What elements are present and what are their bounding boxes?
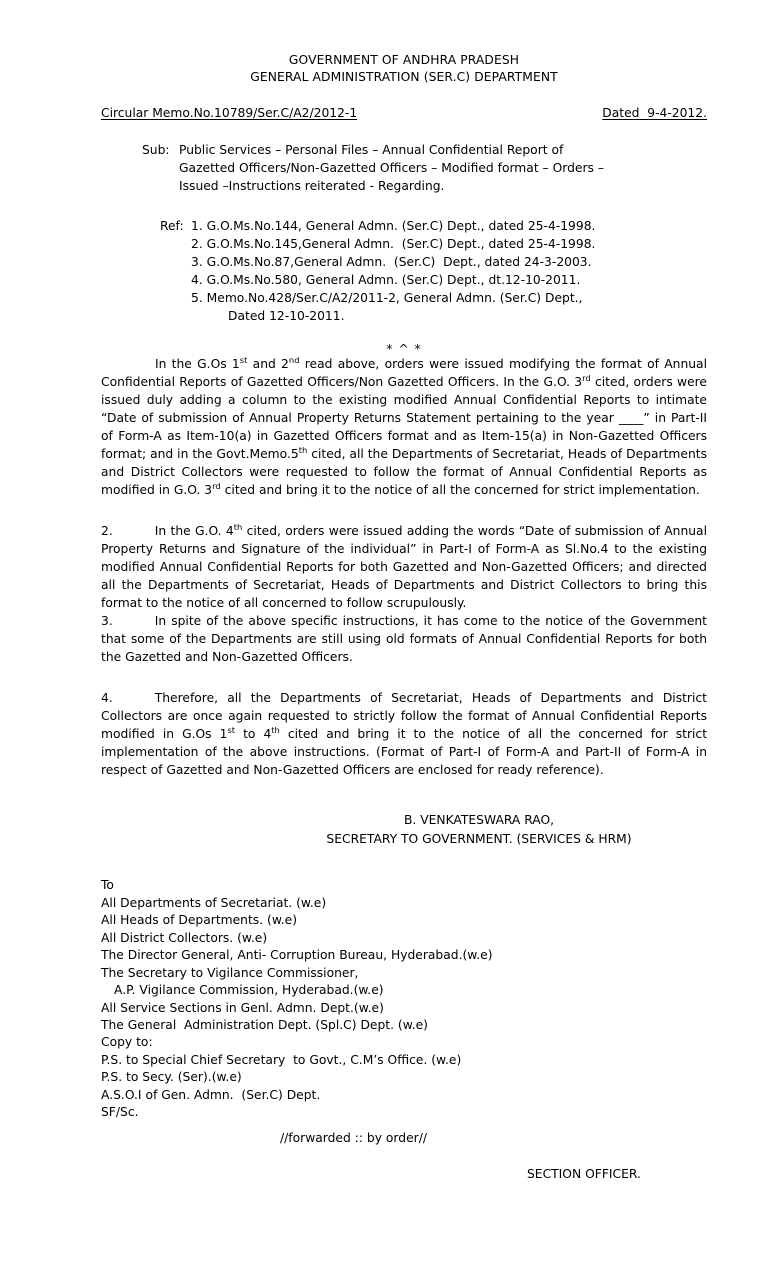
- paragraph-2: [101, 523, 707, 613]
- signatory-designation: SECRETARY TO GOVERNMENT. (SERVICES & HRM): [326, 831, 632, 846]
- reference-item: 1. G.O.Ms.No.144, General Admn. (Ser.C) Dept., dated 25-4-1998.: [191, 219, 596, 234]
- reference-block: [101, 217, 707, 325]
- paragraph-4-sup-2: th: [271, 724, 280, 735]
- paragraph-4-sup-1: st: [227, 724, 236, 735]
- paragraph-2-number: 2.: [101, 524, 113, 539]
- distribution-list: [101, 877, 707, 1121]
- paragraph-1-seg-4: cited, orders were issued duly adding a column to the existing modified Annual Confidential Reports to intimate “Date of submission of Annual Property Returns Statement pertaining to the year ____” in Part-II of Form-A as Item-10(a) in Gazetted Officers format and as Item-15(a) in Non-Gazetted Officers format; and in the Govt.Memo.5: [101, 375, 707, 462]
- distribution-to-label: To: [101, 878, 114, 893]
- distribution-item: All Heads of Departments. (w.e): [101, 913, 298, 928]
- memo-header-row: [101, 106, 707, 120]
- paragraph-2-sup-1: th: [233, 522, 243, 532]
- distribution-item: P.S. to Special Chief Secretary to Govt., C.M’s Office. (w.e): [101, 1052, 462, 1067]
- paragraph-1-sup-1: st: [239, 355, 248, 366]
- document-header: [101, 52, 707, 87]
- memo-number: Circular Memo.No.10789/Ser.C/A2/2012-1: [101, 105, 358, 120]
- distribution-item: All Service Sections in Genl. Admn. Dept.(w.e): [101, 1000, 384, 1015]
- paragraph-1: [101, 356, 707, 500]
- department-title: GENERAL ADMINISTRATION (SER.C) DEPARTMENT: [250, 70, 558, 85]
- paragraph-3-number: 3.: [101, 613, 113, 628]
- spacer: [101, 667, 707, 690]
- reference-list: [191, 217, 707, 325]
- government-title: GOVERNMENT OF ANDHRA PRADESH: [288, 53, 520, 67]
- paragraph-4-seg-3: cited and bring it to the notice of all the concerned for strict implementation of the above instructions. (Format of Part-I of Form-A and Part-II of Form-A in respect of Gazetted and Non-Gazetted Officers are enclosed for ready reference).: [101, 726, 708, 777]
- paragraph-2-seg-2: cited, orders were issued adding the words “Date of submission of Annual Property Returns and Signature of the individual” in Part-I of Form-A as Sl.No.4 to the existing modified Annual Confidential Reports for both Gazetted and Non-Gazetted Officers; and directed all the Departments of Secretariat, Heads of Departments and District Collectors to bring this format to the notice of all concerned to follow scrupulously.: [101, 524, 707, 610]
- paragraph-3-text: In spite of the above specific instructions, it has come to the notice of the Government that some of the Departments are still using old formats of Annual Confidential Reports for both the Gazetted and Non-Gazetted Officers.: [101, 613, 707, 664]
- reference-item: 5. Memo.No.428/Ser.C/A2/2011-2, General Admn. (Ser.C) Dept.,: [191, 291, 583, 306]
- paragraph-4-seg-2: to 4: [235, 726, 272, 741]
- subject-line-1: Public Services – Personal Files – Annual Confidential Report of: [179, 142, 564, 157]
- subject-line-3: Issued –Instructions reiterated - Regarding.: [179, 179, 445, 194]
- paragraph-3: [101, 613, 707, 667]
- distribution-item-continuation: A.P. Vigilance Commission, Hyderabad.(w.e): [114, 983, 384, 998]
- signatory-name: B. VENKATESWARA RAO,: [403, 813, 555, 828]
- distribution-item: The Secretary to Vigilance Commissioner,: [101, 965, 359, 980]
- paragraph-1-seg-3: read above, orders were issued modifying the format of Annual Confidential Reports of Gazetted Officers/Non Gazetted Officers. In the G.O. 3: [101, 357, 707, 390]
- spacer: [101, 500, 707, 523]
- subject-text: [179, 141, 707, 195]
- paragraph-4-number: 4.: [101, 690, 113, 705]
- paragraph-4-seg-1: Therefore, all the Departments of Secretariat, Heads of Departments and District Collectors are once again requested to strictly follow the format of Annual Confidential Reports modified in G.Os 1: [101, 690, 707, 741]
- distribution-item: A.S.O.I of Gen. Admn. (Ser.C) Dept.: [101, 1087, 321, 1102]
- document-body: [101, 52, 707, 1181]
- reference-item: 3. G.O.Ms.No.87,General Admn. (Ser.C) Dept., dated 24-3-2003.: [191, 255, 592, 270]
- ornament-separator: * ^ *: [386, 342, 422, 357]
- distribution-item: The General Administration Dept. (Spl.C) Dept. (w.e): [101, 1017, 428, 1032]
- paragraph-1-sup-2: nd: [288, 355, 300, 366]
- distribution-copy-to-label: Copy to:: [101, 1035, 153, 1050]
- reference-item: 4. G.O.Ms.No.580, General Admn. (Ser.C) Dept., dt.12-10-2011.: [191, 273, 581, 288]
- memo-date: Dated 9-4-2012.: [602, 105, 707, 120]
- reference-item: 2. G.O.Ms.No.145,General Admn. (Ser.C) Dept., dated 25-4-1998.: [191, 237, 596, 252]
- subject-block: [101, 141, 707, 195]
- reference-item-continuation: Dated 12-10-2011.: [228, 309, 345, 324]
- paragraph-1-seg-2: and 2: [247, 357, 289, 372]
- distribution-item: SF/Sc.: [101, 1105, 139, 1120]
- paragraph-4: [101, 690, 707, 780]
- paragraph-1-sup-3: rd: [582, 373, 591, 384]
- distribution-item: The Director General, Anti- Corruption Bureau, Hyderabad.(w.e): [101, 948, 493, 963]
- paragraph-1-seg-5: cited, all the Departments of Secretariat, Heads of Departments and District Collectors were requested to follow the format of Annual Confidential Reports as modified in G.O. 3: [101, 447, 707, 498]
- subject-line-2: Gazetted Officers/Non-Gazetted Officers – Modified format – Orders –: [179, 160, 605, 175]
- signature-block: [101, 811, 707, 848]
- reference-label: Ref:: [160, 219, 184, 234]
- paragraph-1-seg-6: cited and bring it to the notice of all the concerned for strict implementation.: [220, 483, 700, 498]
- distribution-item: All District Collectors. (w.e): [101, 930, 268, 945]
- paragraph-1-sup-5: rd: [212, 481, 221, 492]
- subject-label: Sub:: [142, 142, 170, 157]
- distribution-item: P.S. to Secy. (Ser).(w.e): [101, 1070, 242, 1085]
- distribution-item: All Departments of Secretariat. (w.e): [101, 895, 327, 910]
- paragraph-2-seg-1: In the G.O. 4: [154, 524, 234, 539]
- paragraph-1-sup-4: th: [298, 445, 308, 456]
- section-officer-label: SECTION OFFICER.: [527, 1166, 641, 1181]
- paragraph-1-seg-1: In the G.Os 1: [155, 357, 240, 372]
- forwarded-note: //forwarded :: by order//: [280, 1130, 427, 1145]
